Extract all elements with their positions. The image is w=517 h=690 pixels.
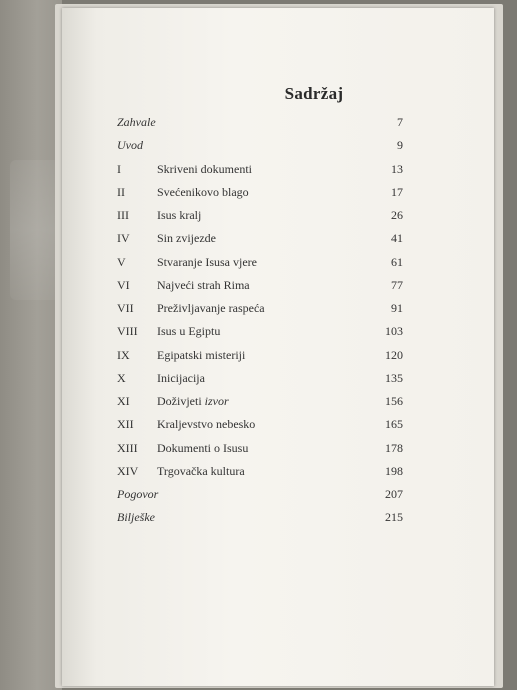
- toc-entry-title: Najveći strah Rima: [157, 277, 250, 292]
- table-of-contents: [117, 115, 403, 534]
- toc-entry-page: 215: [385, 510, 403, 525]
- toc-entry-page: 178: [385, 440, 403, 455]
- toc-entry-page: 156: [385, 394, 403, 408]
- toc-entry-page: 91: [391, 301, 403, 315]
- toc-entry-number: I: [117, 161, 121, 176]
- toc-entry-title: Zahvale: [117, 115, 156, 129]
- toc-entry-title: Skriveni dokumenti: [157, 161, 252, 176]
- toc-entry: [117, 441, 403, 464]
- toc-entry-number: VII: [117, 301, 134, 315]
- toc-entry-page: 77: [391, 277, 403, 292]
- toc-entry-number: IV: [117, 231, 130, 246]
- toc-entry-title-italic: izvor: [204, 394, 229, 408]
- toc-entry-page: 61: [391, 254, 403, 269]
- toc-entry-number: XII: [117, 417, 134, 432]
- toc-entry-page: 41: [391, 231, 403, 246]
- toc-entry-number: V: [117, 254, 126, 269]
- toc-entry-page: 165: [385, 417, 403, 432]
- toc-entry: [117, 138, 403, 161]
- toc-entry-title: Dokumenti o Isusu: [157, 440, 249, 455]
- toc-entry-number: XI: [117, 394, 130, 408]
- toc-entry-title: Preživljavanje raspeća: [157, 301, 265, 315]
- toc-entry-title: Kraljevstvo nebesko: [157, 417, 256, 432]
- toc-entry-title-text: Doživjeti: [157, 394, 202, 408]
- background-book-shadow: [10, 160, 60, 300]
- toc-entry-number: XIV: [117, 463, 139, 478]
- toc-entry: [117, 278, 403, 301]
- toc-entry-page: 7: [397, 115, 403, 129]
- toc-entry-title: Uvod: [117, 138, 143, 153]
- toc-entry: [117, 324, 403, 347]
- toc-entry-number: VI: [117, 277, 130, 292]
- toc-entry-title: Isus u Egiptu: [157, 324, 221, 339]
- toc-entry-page: 26: [391, 208, 403, 222]
- toc-entry-number: VIII: [117, 324, 138, 339]
- toc-entry-page: 9: [397, 138, 403, 153]
- toc-entry: [117, 371, 403, 394]
- toc-entry: [117, 301, 403, 324]
- toc-entry-page: 207: [385, 487, 403, 501]
- toc-entry: [117, 487, 403, 510]
- toc-entry: [117, 464, 403, 487]
- toc-entry: [117, 417, 403, 440]
- toc-entry-title: Pogovor: [117, 487, 159, 501]
- toc-entry: [117, 208, 403, 231]
- page-title: Sadržaj: [284, 84, 344, 103]
- toc-entry-title: [157, 394, 229, 409]
- toc-entry-number: III: [117, 208, 129, 222]
- toc-entry-page: 135: [385, 370, 403, 385]
- toc-entry-title: Bilješke: [117, 510, 155, 525]
- toc-entry: [117, 162, 403, 185]
- toc-entry-title: Svećenikovo blago: [157, 184, 249, 199]
- toc-entry-page: 198: [385, 463, 403, 478]
- toc-entry-number: X: [117, 370, 126, 385]
- toc-entry-page: 17: [391, 184, 403, 199]
- toc-entry-number: II: [117, 184, 125, 199]
- toc-entry-title: Trgovačka kultura: [157, 463, 245, 478]
- toc-entry-page: 120: [385, 347, 403, 362]
- background-surface: [0, 0, 62, 690]
- toc-entry-title: Egipatski misteriji: [157, 347, 246, 362]
- toc-entry-title: Inicijacija: [157, 370, 205, 385]
- toc-entry-title: Sin zvijezde: [157, 231, 216, 246]
- toc-entry-number: IX: [117, 347, 130, 362]
- toc-entry-page: 13: [391, 161, 403, 176]
- toc-entry: [117, 510, 403, 533]
- toc-entry: [117, 185, 403, 208]
- toc-entry: [117, 115, 403, 138]
- toc-entry-title: Stvaranje Isusa vjere: [157, 254, 257, 269]
- toc-entry: [117, 231, 403, 254]
- toc-entry-number: XIII: [117, 440, 138, 455]
- toc-entry-title: Isus kralj: [157, 208, 202, 222]
- toc-entry: [117, 255, 403, 278]
- toc-entry-page: 103: [385, 324, 403, 339]
- toc-entry: [117, 348, 403, 371]
- toc-entry: [117, 394, 403, 417]
